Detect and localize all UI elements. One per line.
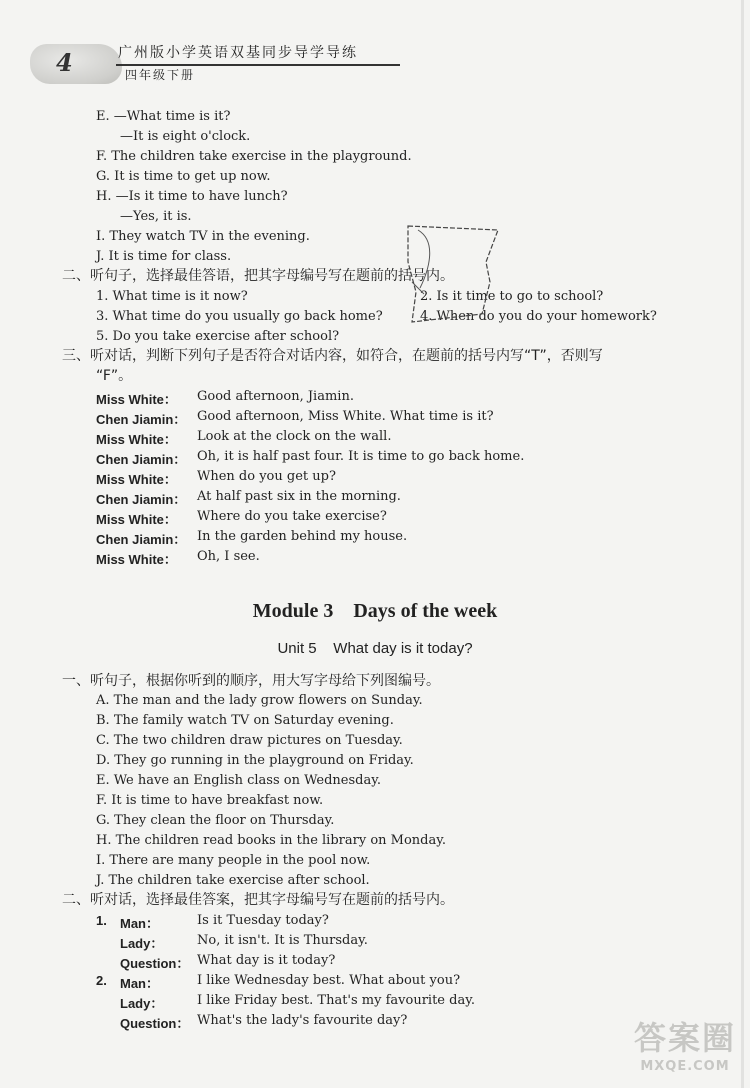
page-header — [30, 38, 390, 90]
speaker-label: Question： — [120, 1016, 190, 1031]
section-heading: 二、听对话，选择最佳答案，把其字母编号写在题前的括号内。 — [62, 892, 454, 908]
question-item: 2. Is it time to go to school? — [420, 289, 604, 304]
speaker-label: Lady： — [120, 996, 164, 1011]
option-line: —It is eight o'clock. — [120, 129, 251, 144]
book-subtitle: 四年级下册 — [125, 68, 196, 82]
dialogue-text: Oh, it is half past four. It is time to go back home. — [197, 449, 525, 464]
speaker-label: Miss White： — [96, 512, 177, 527]
option-line: G. It is time to get up now. — [96, 169, 271, 184]
speaker-label: Miss White： — [96, 432, 177, 447]
watermark-url: MXQE.COM — [640, 1059, 730, 1074]
list-item: H. The children read books in the library on Monday. — [96, 833, 446, 848]
page-edge — [741, 0, 744, 1088]
dialogue-text: Is it Tuesday today? — [197, 913, 329, 928]
option-line: —Yes, it is. — [120, 209, 192, 224]
page-number: 4 — [56, 48, 73, 77]
speaker-label: Question： — [120, 956, 190, 971]
speaker-label: Lady： — [120, 936, 164, 951]
speaker-label: Man： — [120, 916, 160, 931]
speaker-label: Miss White： — [96, 392, 177, 407]
unit-title: Unit 5 What day is it today? — [277, 640, 473, 657]
question-item: 1. What time is it now? — [96, 289, 248, 304]
pencil-sketch-mark — [398, 222, 508, 326]
section-heading: 二、听句子，选择最佳答语，把其字母编号写在题前的括号内。 — [62, 268, 454, 284]
cloud-decoration — [30, 44, 122, 84]
section-heading: 三、听对话，判断下列句子是否符合对话内容，如符合，在题前的括号内写“T”，否则写 — [62, 348, 603, 364]
section-heading-cont: “F”。 — [96, 368, 133, 384]
dialogue-text: Where do you take exercise? — [197, 509, 387, 524]
watermark-logo — [634, 1013, 736, 1074]
dialogue-text: I like Wednesday best. What about you? — [197, 973, 461, 988]
dialogue-text: Good afternoon, Miss White. What time is it? — [197, 409, 494, 424]
section-heading: 一、听句子，根据你听到的顺序，用大写字母给下列图编号。 — [62, 673, 440, 689]
speaker-label: Chen Jiamin： — [96, 532, 187, 547]
dialogue-text: Oh, I see. — [197, 549, 260, 564]
option-line: F. The children take exercise in the playground. — [96, 149, 412, 164]
list-item: G. They clean the floor on Thursday. — [96, 813, 335, 828]
speaker-label: Miss White： — [96, 552, 177, 567]
list-item: F. It is time to have breakfast now. — [96, 793, 324, 808]
speaker-label: Chen Jiamin： — [96, 452, 187, 467]
question-item: 5. Do you take exercise after school? — [96, 329, 340, 344]
option-line: J. It is time for class. — [96, 249, 232, 264]
list-item: E. We have an English class on Wednesday. — [96, 773, 381, 788]
dialogue-text: What day is it today? — [197, 953, 336, 968]
list-item: D. They go running in the playground on Friday. — [96, 753, 414, 768]
list-item: J. The children take exercise after school. — [96, 873, 370, 888]
watermark-text: 答案圈 — [633, 1019, 736, 1057]
dialogue-text: When do you get up? — [197, 469, 336, 484]
option-line: E. —What time is it? — [96, 109, 231, 124]
question-item: 3. What time do you usually go back home? — [96, 309, 383, 324]
option-line: I. They watch TV in the evening. — [96, 229, 310, 244]
dialogue-text: In the garden behind my house. — [197, 529, 408, 544]
list-item: I. There are many people in the pool now. — [96, 853, 371, 868]
question-number: 1. — [96, 913, 107, 928]
list-item: A. The man and the lady grow flowers on Sunday. — [96, 693, 423, 708]
module-title: Module 3 Days of the week — [252, 600, 498, 622]
speaker-label: Miss White： — [96, 472, 177, 487]
speaker-label: Chen Jiamin： — [96, 412, 187, 427]
question-number: 2. — [96, 973, 107, 988]
dialogue-text: At half past six in the morning. — [197, 489, 401, 504]
speaker-label: Chen Jiamin： — [96, 492, 187, 507]
dialogue-text: I like Friday best. That's my favourite day. — [197, 993, 475, 1008]
speaker-label: Man： — [120, 976, 160, 991]
question-item: 4. When do you do your homework? — [420, 309, 657, 324]
list-item: C. The two children draw pictures on Tuesday. — [96, 733, 403, 748]
dialogue-text: No, it isn't. It is Thursday. — [197, 933, 368, 948]
dialogue-text: What's the lady's favourite day? — [197, 1013, 408, 1028]
dialogue-text: Look at the clock on the wall. — [197, 429, 392, 444]
dialogue-text: Good afternoon, Jiamin. — [197, 389, 354, 404]
book-title: 广州版小学英语双基同步导学导练 — [118, 45, 358, 61]
list-item: B. The family watch TV on Saturday evening. — [96, 713, 394, 728]
option-line: H. —Is it time to have lunch? — [96, 189, 288, 204]
